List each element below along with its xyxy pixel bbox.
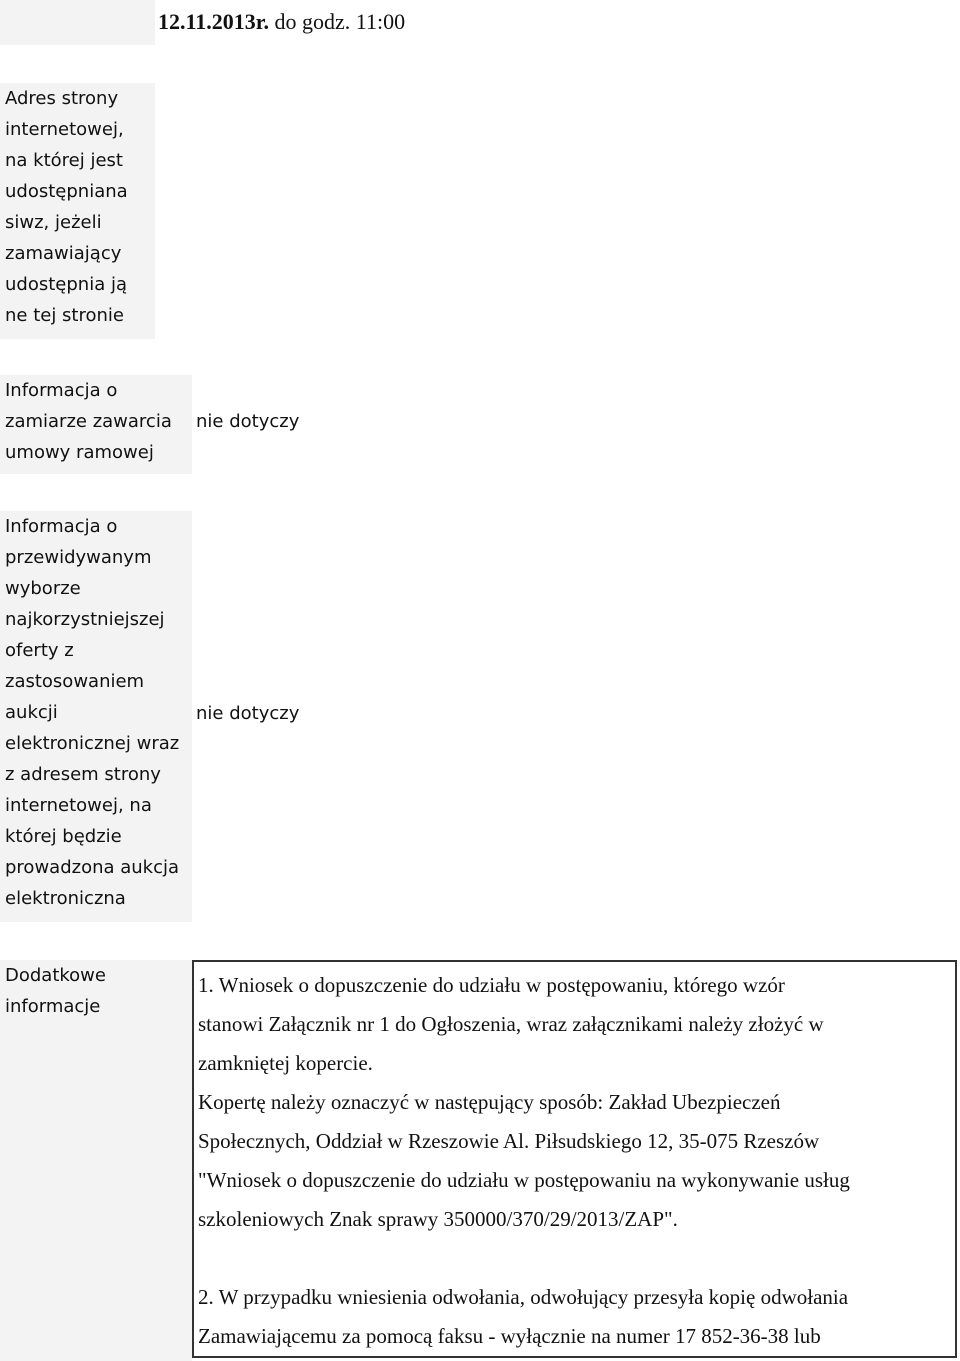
label-line: z adresem strony	[5, 764, 161, 785]
info-line: 2. W przypadku wniesienia odwołania, odwołujący przesyła kopię odwołania	[198, 1285, 849, 1309]
electronic-auction-label	[0, 511, 192, 922]
deadline-time: do godz. 11:00	[274, 9, 406, 34]
framework-agreement-value: nie dotyczy	[196, 411, 300, 432]
info-line: "Wniosek o dopuszczenie do udziału w postępowaniu na wykonywanie usług	[198, 1168, 850, 1192]
label-line: zastosowaniem	[5, 671, 145, 692]
label-line: aukcji	[5, 702, 58, 723]
label-line: udostępniana	[5, 181, 128, 202]
label-line: internetowej,	[5, 119, 124, 140]
label-line: której będzie	[5, 826, 122, 847]
deadline-date-text	[158, 2, 405, 42]
siwz-address-label	[0, 83, 155, 339]
paragraph-gap	[198, 1239, 955, 1278]
info-line: szkoleniowych Znak sprawy 350000/370/29/2013/ZAP".	[198, 1207, 678, 1231]
additional-info-label	[0, 960, 192, 1361]
label-line: Informacja o	[5, 380, 118, 401]
label-line: internetowej, na	[5, 795, 152, 816]
info-line: Zamawiającemu za pomocą faksu - wyłącznie na numer 17 852-36-38 lub	[198, 1324, 821, 1348]
label-line: przewidywanym	[5, 547, 152, 568]
label-line: elektronicznej wraz	[5, 733, 180, 754]
label-line: umowy ramowej	[5, 442, 154, 463]
label-line: udostępnia ją	[5, 274, 127, 295]
label-line: Dodatkowe	[5, 965, 106, 986]
label-line: prowadzona aukcja	[5, 857, 180, 878]
label-line: wyborze	[5, 578, 81, 599]
framework-agreement-label	[0, 375, 192, 474]
additional-info-box	[192, 960, 957, 1358]
label-line: ne tej stronie	[5, 305, 124, 326]
info-line: Społecznych, Oddział w Rzeszowie Al. Piłsudskiego 12, 35-075 Rzeszów	[198, 1129, 820, 1153]
header-label-cell	[0, 0, 155, 45]
label-line: Informacja o	[5, 516, 118, 537]
label-line: Adres strony	[5, 88, 119, 109]
info-line: 1. Wniosek o dopuszczenie do udziału w postępowaniu, którego wzór	[198, 973, 785, 997]
info-line: stanowi Załącznik nr 1 do Ogłoszenia, wraz załącznikami należy złożyć w	[198, 1012, 824, 1036]
label-line: zamiarze zawarcia	[5, 411, 172, 432]
label-line: oferty z	[5, 640, 74, 661]
electronic-auction-value: nie dotyczy	[196, 703, 300, 724]
label-line: zamawiający	[5, 243, 122, 264]
label-line: siwz, jeżeli	[5, 212, 102, 233]
label-line: elektroniczna	[5, 888, 126, 909]
label-line: najkorzystniejszej	[5, 609, 165, 630]
label-line: na której jest	[5, 150, 123, 171]
info-line: zamkniętej kopercie.	[198, 1051, 373, 1075]
deadline-date: 12.11.2013r.	[158, 9, 270, 34]
info-line: Kopertę należy oznaczyć w następujący sposób: Zakład Ubezpieczeń	[198, 1090, 781, 1114]
label-line: informacje	[5, 996, 101, 1017]
